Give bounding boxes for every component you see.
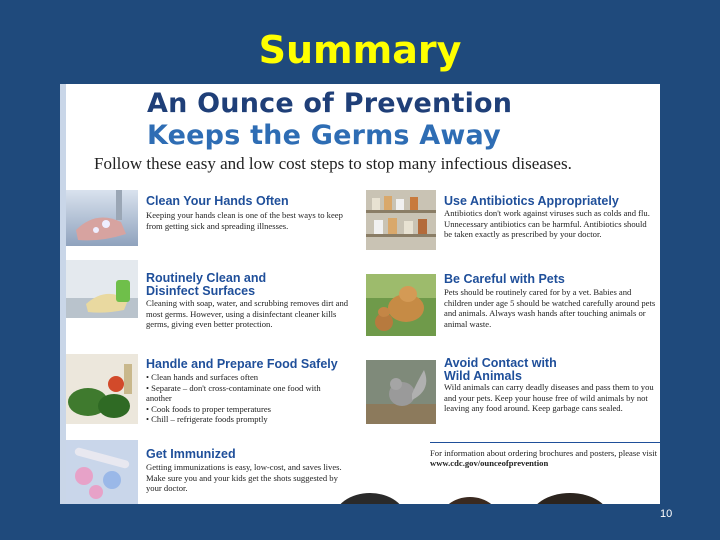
squirrel-photo (366, 360, 436, 424)
baby-safety-pins-photo (66, 440, 138, 504)
dog-and-cat-photo (366, 274, 436, 336)
section-title-antibiotics: Use Antibiotics Appropriately (444, 194, 619, 208)
section-body-wild-animals: Wild animals can carry deadly diseases and pass them to you and your pets. Keep your house free of wild animals by not leaving any food around. Keep garbage cans sealed. (444, 382, 654, 413)
section-body-immunized: Getting immunizations is easy, low-cost, and saves lives. Make sure you and your kids get the shots suggested by your doctor. (146, 462, 342, 493)
cleaning-surface-photo (66, 260, 138, 318)
section-title-food-safety: Handle and Prepare Food Safely (146, 357, 338, 371)
hand-washing-photo (66, 190, 138, 246)
ordering-info-url: www.cdc.gov/ounceofprevention (430, 458, 549, 468)
medicine-bottles-photo (366, 190, 436, 250)
food-bullet: • Chill – refrigerate foods promptly (146, 414, 342, 425)
section-title-wild-animals: Avoid Contact with Wild Animals (444, 356, 557, 383)
section-body-pets: Pets should be routinely cared for by a vet. Babies and children under age 5 should be watched carefully around pets and animals. Always wash hands after touching animals or animal waste. (444, 287, 656, 329)
food-bullet: • Separate – don't cross-contaminate one food with another (146, 383, 342, 404)
slide-number: 10 (660, 508, 673, 520)
ordering-info-text: For information about ordering brochures and posters, please visit (430, 448, 657, 458)
slide-title: Summary (258, 28, 462, 72)
section-body-food-safety (146, 372, 342, 425)
people-photo-strip (310, 479, 660, 504)
section-title-clean-hands: Clean Your Hands Often (146, 194, 289, 208)
ordering-info (430, 448, 660, 468)
section-title-pets: Be Careful with Pets (444, 272, 565, 286)
section-body-clean-hands: Keeping your hands clean is one of the best ways to keep from getting sick and spreading illnesses. (146, 210, 343, 231)
poster-image (60, 84, 660, 504)
poster-heading-line2: Keeps the Germs Away (147, 120, 501, 151)
section-body-antibiotics: Antibiotics don't work against viruses such as colds and flu. Unnecessary antibiotics can be harmful. Antibiotics should be taken exactly as prescribed by your doctor. (444, 208, 650, 239)
info-divider (430, 442, 660, 443)
vegetables-photo (66, 354, 138, 424)
section-title-immunized: Get Immunized (146, 447, 236, 461)
food-bullet: • Clean hands and surfaces often (146, 372, 342, 383)
section-title-clean-surfaces: Routinely Clean and Disinfect Surfaces (146, 271, 267, 298)
poster-intro: Follow these easy and low cost steps to stop many infectious diseases. (94, 154, 572, 173)
poster-heading-line1: An Ounce of Prevention (147, 88, 513, 119)
food-bullet: • Cook foods to proper temperatures (146, 404, 342, 415)
section-body-clean-surfaces: Cleaning with soap, water, and scrubbing removes dirt and most germs. However, using a disinfectant cleaner kills germs, giving even better protection. (146, 298, 349, 329)
